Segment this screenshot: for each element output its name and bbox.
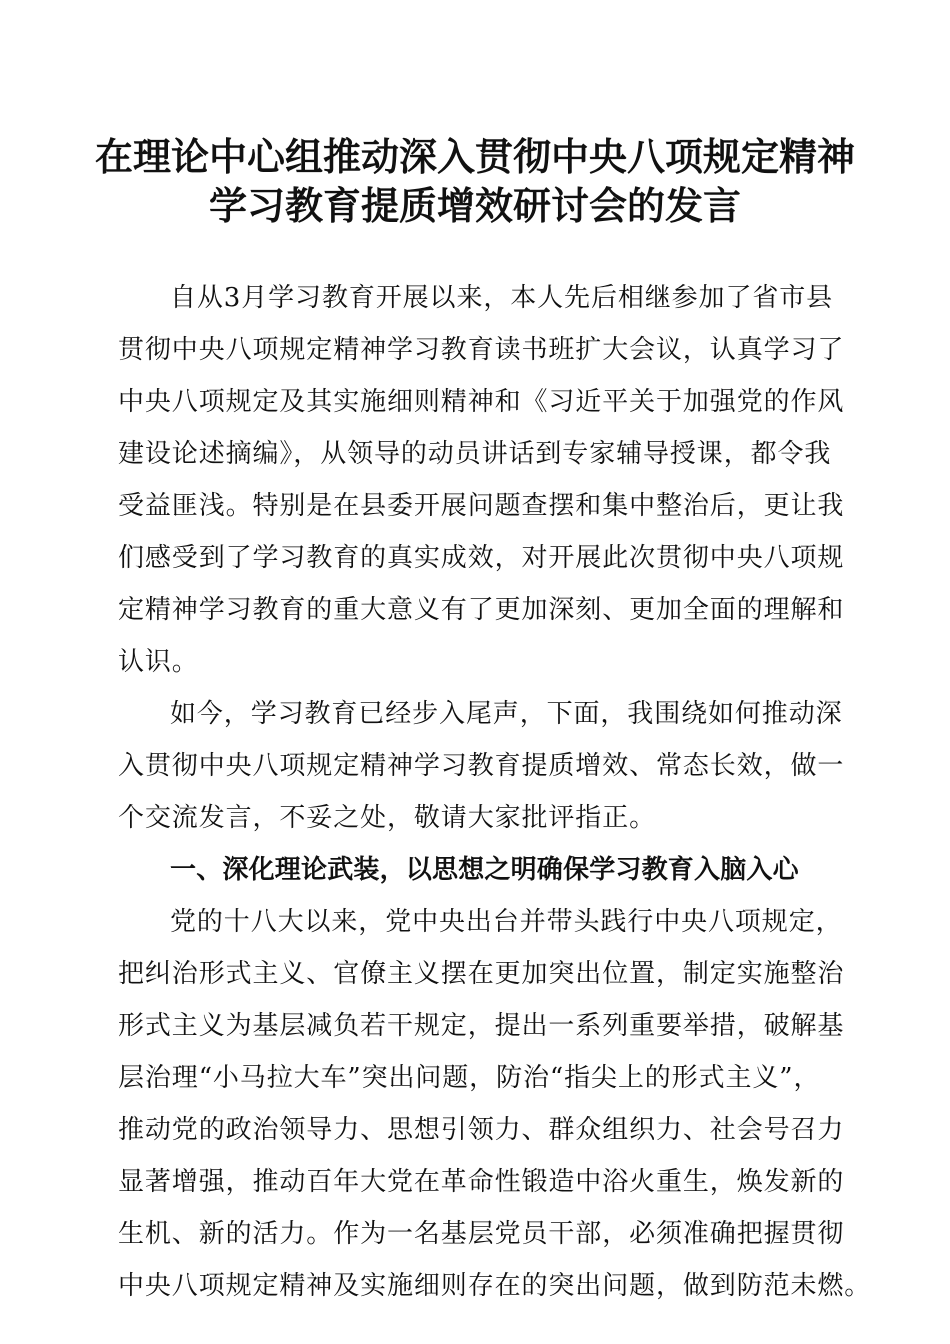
paragraph-3-line: 生机、新的活力。作为一名基层党员干部，必须准确把握贯彻 [118,1219,845,1249]
paragraph-2-line: 个交流发言，不妥之处，敬请大家批评指正。 [118,803,657,833]
document-title-line-1: 在理论中心组推动深入贯彻中央八项规定精神 [94,134,855,179]
paragraph-1-line: 们感受到了学习教育的真实成效，对开展此次贯彻中央八项规 [118,543,845,573]
paragraph-3-line: 推动党的政治领导力、思想引领力、群众组织力、社会号召力 [118,1115,845,1145]
paragraph-1-line: 中央八项规定及其实施细则精神和《习近平关于加强党的作风 [118,387,845,417]
paragraph-3-line: 形式主义为基层减负若干规定，提出一系列重要举措，破解基 [118,1011,845,1041]
paragraph-3-line: 层治理“小马拉大车”突出问题，防治“指尖上的形式主义”， [118,1063,821,1093]
document-title-line-2: 学习教育提质增效研讨会的发言 [208,183,741,228]
paragraph-1-line: 受益匪浅。特别是在县委开展问题查摆和集中整治后，更让我 [118,491,845,521]
paragraph-1-line: 定精神学习教育的重大意义有了更加深刻、更加全面的理解和 [118,595,845,625]
paragraph-3-line: 把纠治形式主义、官僚主义摆在更加突出位置，制定实施整治 [118,959,845,989]
paragraph-1-line: 认识。 [118,647,199,677]
paragraph-1-line: 自从3月学习教育开展以来，本人先后相继参加了省市县 [170,283,834,313]
paragraph-3-line: 中央八项规定精神及实施细则存在的突出问题，做到防范未燃。 [118,1271,872,1301]
paragraph-1-line: 贯彻中央八项规定精神学习教育读书班扩大会议，认真学习了 [118,335,845,365]
document-body [118,272,872,1312]
paragraph-2-line: 入贯彻中央八项规定精神学习教育提质增效、常态长效，做一 [118,751,845,781]
section-heading-1: 一、深化理论武装，以思想之明确保学习教育入脑入心 [170,855,799,885]
paragraph-2-line: 如今，学习教育已经步入尾声，下面，我围绕如何推动深 [170,699,843,729]
paragraph-3-line: 党的十八大以来，党中央出台并带头践行中央八项规定， [170,907,843,937]
paragraph-3-line: 显著增强，推动百年大党在革命性锻造中浴火重生，焕发新的 [118,1167,845,1197]
paragraph-1-line: 建设论述摘编》，从领导的动员讲话到专家辅导授课，都令我 [118,439,832,469]
